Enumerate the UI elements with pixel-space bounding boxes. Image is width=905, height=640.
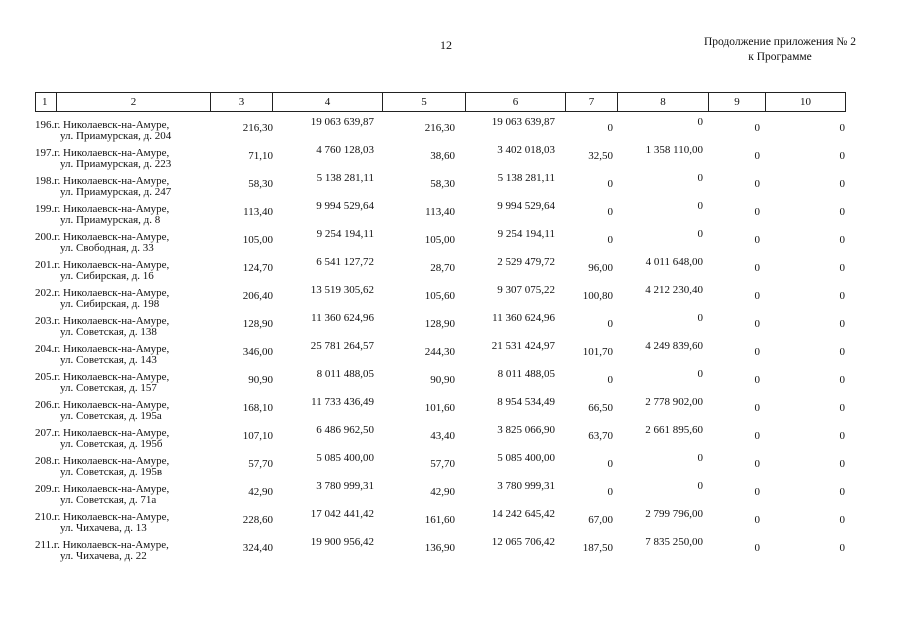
col7-cell: 187,50	[582, 542, 613, 554]
col10-cell: 0	[839, 122, 845, 134]
col8-cell: 2 661 895,60	[645, 424, 703, 436]
col4-cell: 25 781 264,57	[310, 340, 374, 352]
col10-cell: 0	[839, 430, 845, 442]
col5-cell: 42,90	[430, 486, 455, 498]
table-row	[35, 425, 845, 453]
col6-cell: 11 360 624,96	[492, 312, 555, 324]
address-line-1: г. Николаевск-на-Амуре,	[54, 483, 170, 495]
col10-cell: 0	[839, 178, 845, 190]
col5-cell: 90,90	[430, 374, 455, 386]
table-row	[35, 173, 845, 201]
row-number: 199.	[35, 203, 55, 215]
address-line-2: ул. Свободная, д. 33	[60, 242, 154, 254]
col7-cell: 0	[607, 374, 613, 386]
row-number: 204.	[35, 343, 55, 355]
appendix-line-2: к Программе	[748, 51, 812, 63]
col4-cell: 6 541 127,72	[316, 256, 374, 268]
address-cell	[35, 316, 169, 338]
col7-cell: 0	[607, 206, 613, 218]
address-line-2: ул. Приамурская, д. 223	[60, 158, 172, 170]
col3-cell: 128,90	[242, 318, 273, 330]
column-header: 5	[383, 93, 466, 112]
col3-cell: 124,70	[242, 262, 273, 274]
address-line-1: г. Николаевск-на-Амуре,	[54, 231, 170, 243]
table-row	[35, 537, 845, 565]
col8-cell: 4 212 230,40	[645, 284, 703, 296]
address-line-1: г. Николаевск-на-Амуре,	[54, 315, 170, 327]
address-line-2: ул. Советская, д. 195б	[60, 438, 163, 450]
column-header: 6	[466, 93, 566, 112]
address-line-2: ул. Сибирская, д. 16	[60, 270, 154, 282]
col9-cell: 0	[754, 150, 760, 162]
col6-cell: 14 242 645,42	[491, 508, 555, 520]
table-row	[35, 257, 845, 285]
col8-cell: 0	[697, 480, 703, 492]
col8-cell: 0	[697, 228, 703, 240]
col7-cell: 32,50	[588, 150, 613, 162]
col3-cell: 324,40	[242, 542, 273, 554]
col4-cell: 9 254 194,11	[316, 228, 374, 240]
col7-cell: 66,50	[588, 402, 613, 414]
table-row	[35, 201, 845, 229]
col3-cell: 57,70	[248, 458, 273, 470]
address-line-2: ул. Советская, д. 195в	[60, 466, 163, 478]
row-number: 200.	[35, 231, 55, 243]
col5-cell: 57,70	[430, 458, 455, 470]
col8-cell: 2 799 796,00	[645, 508, 703, 520]
col8-cell: 4 011 648,00	[645, 256, 703, 268]
column-header: 2	[57, 93, 211, 112]
col3-cell: 346,00	[242, 346, 273, 358]
address-line-2: ул. Чихачева, д. 22	[60, 550, 147, 562]
col7-cell: 0	[607, 178, 613, 190]
row-number: 201.	[35, 259, 55, 271]
address-cell	[35, 540, 169, 562]
address-line-1: г. Николаевск-на-Амуре,	[54, 511, 170, 523]
row-number: 208.	[35, 455, 55, 467]
address-line-1: г. Николаевск-на-Амуре,	[54, 427, 170, 439]
col4-cell: 8 011 488,05	[316, 368, 374, 380]
col3-cell: 216,30	[242, 122, 273, 134]
address-line-2: ул. Советская, д. 143	[60, 354, 157, 366]
col6-cell: 9 254 194,11	[497, 228, 555, 240]
col4-cell: 19 063 639,87	[310, 116, 374, 128]
col6-cell: 9 994 529,64	[497, 200, 555, 212]
col6-cell: 19 063 639,87	[491, 116, 555, 128]
col4-cell: 5 085 400,00	[316, 452, 374, 464]
col6-cell: 2 529 479,72	[497, 256, 555, 268]
col7-cell: 96,00	[588, 262, 613, 274]
col3-cell: 42,90	[248, 486, 273, 498]
col5-cell: 38,60	[430, 150, 455, 162]
row-number: 210.	[35, 511, 55, 523]
address-line-2: ул. Советская, д. 138	[60, 326, 157, 338]
col9-cell: 0	[754, 234, 760, 246]
address-line-2: ул. Чихачева, д. 13	[60, 522, 147, 534]
col4-cell: 4 760 128,03	[316, 144, 374, 156]
table-row	[35, 453, 845, 481]
table-row	[35, 397, 845, 425]
col10-cell: 0	[839, 150, 845, 162]
table-row	[35, 509, 845, 537]
col3-cell: 228,60	[242, 514, 273, 526]
col6-cell: 8 954 534,49	[497, 396, 555, 408]
col3-cell: 168,10	[242, 402, 273, 414]
table-row	[35, 481, 845, 509]
address-cell	[35, 176, 171, 198]
col6-cell: 5 138 281,11	[497, 172, 555, 184]
appendix-note	[660, 35, 900, 65]
address-cell	[35, 344, 169, 366]
col7-cell: 63,70	[588, 430, 613, 442]
col7-cell: 67,00	[588, 514, 613, 526]
address-cell	[35, 484, 169, 506]
col6-cell: 3 825 066,90	[497, 424, 555, 436]
column-header: 10	[766, 93, 846, 112]
appendix-line-1: Продолжение приложения № 2	[703, 36, 857, 48]
col7-cell: 0	[607, 458, 613, 470]
row-number: 209.	[35, 483, 55, 495]
col10-cell: 0	[839, 402, 845, 414]
column-header: 9	[709, 93, 766, 112]
address-line-2: ул. Советская, д. 157	[60, 382, 157, 394]
address-cell	[35, 288, 169, 310]
col9-cell: 0	[754, 374, 760, 386]
col5-cell: 136,90	[424, 542, 455, 554]
address-line-1: г. Николаевск-на-Амуре,	[54, 119, 170, 131]
col10-cell: 0	[839, 290, 845, 302]
col7-cell: 0	[607, 234, 613, 246]
column-header: 3	[211, 93, 273, 112]
address-cell	[35, 512, 169, 534]
table-row	[35, 285, 845, 313]
col3-cell: 105,00	[242, 234, 273, 246]
column-header: 1	[36, 93, 57, 112]
address-line-2: ул. Советская, д. 195а	[60, 410, 162, 422]
row-number: 205.	[35, 371, 55, 383]
col10-cell: 0	[839, 318, 845, 330]
col7-cell: 101,70	[582, 346, 613, 358]
address-line-1: г. Николаевск-на-Амуре,	[54, 259, 170, 271]
col5-cell: 43,40	[430, 430, 455, 442]
column-header-row	[36, 93, 846, 112]
col6-cell: 21 531 424,97	[491, 340, 555, 352]
col3-cell: 113,40	[243, 206, 273, 218]
col10-cell: 0	[839, 374, 845, 386]
col7-cell: 0	[607, 486, 613, 498]
row-number: 198.	[35, 175, 55, 187]
col4-cell: 17 042 441,42	[310, 508, 374, 520]
col4-cell: 13 519 305,62	[310, 284, 374, 296]
col9-cell: 0	[754, 262, 760, 274]
row-number: 207.	[35, 427, 55, 439]
col10-cell: 0	[839, 234, 845, 246]
address-line-2: ул. Приамурская, д. 204	[60, 130, 172, 142]
col8-cell: 1 358 110,00	[645, 144, 703, 156]
col5-cell: 244,30	[424, 346, 455, 358]
col8-cell: 0	[697, 368, 703, 380]
col9-cell: 0	[754, 402, 760, 414]
col6-cell: 9 307 075,22	[497, 284, 555, 296]
table-row	[35, 229, 845, 257]
address-cell	[35, 260, 169, 282]
address-line-1: г. Николаевск-на-Амуре,	[54, 175, 170, 187]
page-number: 12	[440, 38, 452, 52]
col5-cell: 216,30	[424, 122, 455, 134]
col8-cell: 0	[697, 172, 703, 184]
col9-cell: 0	[754, 346, 760, 358]
col8-cell: 7 835 250,00	[645, 536, 703, 548]
col4-cell: 6 486 962,50	[316, 424, 374, 436]
col7-cell: 100,80	[582, 290, 613, 302]
col4-cell: 9 994 529,64	[316, 200, 374, 212]
row-number: 211.	[35, 539, 54, 551]
col4-cell: 3 780 999,31	[316, 480, 374, 492]
col6-cell: 8 011 488,05	[497, 368, 555, 380]
col9-cell: 0	[754, 514, 760, 526]
address-cell	[35, 372, 169, 394]
col9-cell: 0	[754, 542, 760, 554]
col3-cell: 58,30	[248, 178, 273, 190]
col10-cell: 0	[839, 458, 845, 470]
address-cell	[35, 120, 171, 142]
column-header: 7	[566, 93, 618, 112]
address-line-1: г. Николаевск-на-Амуре,	[54, 147, 170, 159]
address-line-1: г. Николаевск-на-Амуре,	[54, 371, 170, 383]
row-number: 203.	[35, 315, 55, 327]
col10-cell: 0	[839, 542, 845, 554]
col3-cell: 71,10	[248, 150, 273, 162]
address-cell	[35, 400, 169, 422]
col9-cell: 0	[754, 206, 760, 218]
col5-cell: 105,00	[424, 234, 455, 246]
column-header-table	[35, 92, 846, 112]
address-line-2: ул. Приамурская, д. 247	[60, 186, 172, 198]
table-row	[35, 117, 845, 145]
col10-cell: 0	[839, 346, 845, 358]
address-line-1: г. Николаевск-на-Амуре,	[54, 203, 170, 215]
col8-cell: 0	[697, 200, 703, 212]
col10-cell: 0	[839, 486, 845, 498]
col8-cell: 4 249 839,60	[645, 340, 703, 352]
address-cell	[35, 148, 171, 170]
col8-cell: 0	[697, 312, 703, 324]
table-body	[35, 117, 845, 565]
col6-cell: 12 065 706,42	[491, 536, 555, 548]
address-line-1: г. Николаевск-на-Амуре,	[54, 343, 170, 355]
column-header: 8	[618, 93, 709, 112]
address-line-1: г. Николаевск-на-Амуре,	[54, 455, 170, 467]
col9-cell: 0	[754, 122, 760, 134]
row-number: 202.	[35, 287, 55, 299]
col5-cell: 58,30	[430, 178, 455, 190]
row-number: 196.	[35, 119, 55, 131]
col4-cell: 5 138 281,11	[316, 172, 374, 184]
col8-cell: 0	[697, 452, 703, 464]
col9-cell: 0	[754, 430, 760, 442]
table-row	[35, 145, 845, 173]
col5-cell: 113,40	[425, 206, 455, 218]
address-line-1: г. Николаевск-на-Амуре,	[53, 539, 169, 551]
address-cell	[35, 428, 169, 450]
address-line-2: ул. Сибирская, д. 198	[60, 298, 160, 310]
col5-cell: 101,60	[424, 402, 455, 414]
col9-cell: 0	[754, 178, 760, 190]
col9-cell: 0	[754, 318, 760, 330]
col4-cell: 11 733 436,49	[311, 396, 374, 408]
table-row	[35, 313, 845, 341]
col6-cell: 3 780 999,31	[497, 480, 555, 492]
address-line-2: ул. Советская, д. 71а	[60, 494, 157, 506]
column-header: 4	[273, 93, 383, 112]
col10-cell: 0	[839, 514, 845, 526]
col4-cell: 19 900 956,42	[310, 536, 374, 548]
col10-cell: 0	[839, 262, 845, 274]
col6-cell: 5 085 400,00	[497, 452, 555, 464]
col10-cell: 0	[839, 206, 845, 218]
col7-cell: 0	[607, 122, 613, 134]
address-line-2: ул. Приамурская, д. 8	[60, 214, 161, 226]
address-line-1: г. Николаевск-на-Амуре,	[54, 399, 170, 411]
col3-cell: 206,40	[242, 290, 273, 302]
col9-cell: 0	[754, 486, 760, 498]
address-cell	[35, 204, 169, 226]
col4-cell: 11 360 624,96	[311, 312, 374, 324]
col3-cell: 90,90	[248, 374, 273, 386]
col6-cell: 3 402 018,03	[497, 144, 555, 156]
address-line-1: г. Николаевск-на-Амуре,	[54, 287, 170, 299]
col5-cell: 105,60	[424, 290, 455, 302]
col7-cell: 0	[607, 318, 613, 330]
table-row	[35, 341, 845, 369]
col5-cell: 161,60	[424, 514, 455, 526]
address-cell	[35, 456, 169, 478]
col8-cell: 2 778 902,00	[645, 396, 703, 408]
col9-cell: 0	[754, 458, 760, 470]
row-number: 197.	[35, 147, 55, 159]
col5-cell: 128,90	[424, 318, 455, 330]
col5-cell: 28,70	[430, 262, 455, 274]
address-cell	[35, 232, 169, 254]
col3-cell: 107,10	[242, 430, 273, 442]
table-row	[35, 369, 845, 397]
col8-cell: 0	[697, 116, 703, 128]
row-number: 206.	[35, 399, 55, 411]
col9-cell: 0	[754, 290, 760, 302]
